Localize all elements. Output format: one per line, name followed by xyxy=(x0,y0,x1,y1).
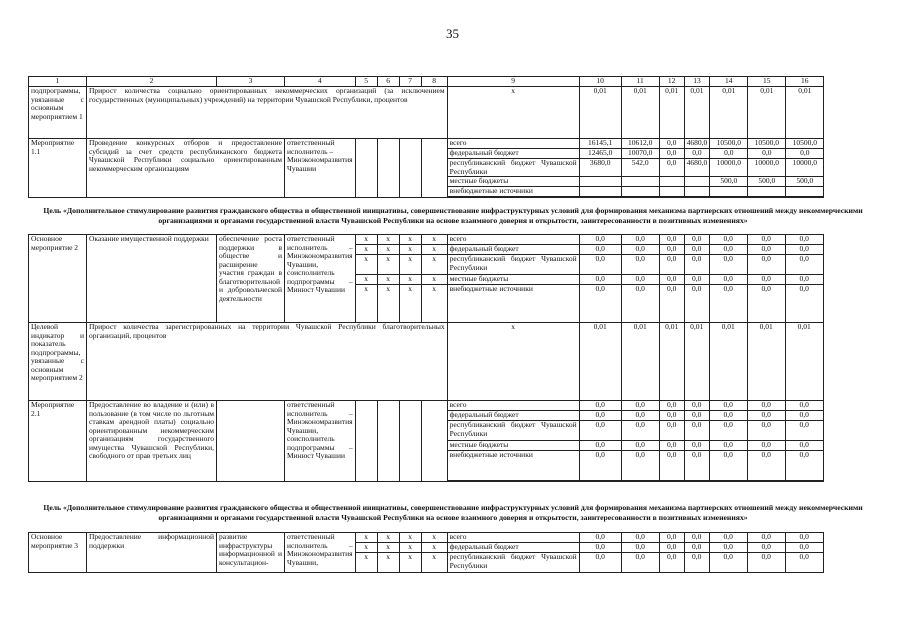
indicator-x: x xyxy=(447,87,579,139)
main-measure-3-row xyxy=(29,533,824,543)
indicator-value: 0,01 xyxy=(785,323,823,401)
indicator-value: 0,01 xyxy=(786,87,824,139)
amount: 0,0 xyxy=(621,421,659,441)
amount: 500,0 xyxy=(710,177,748,187)
col-number: 16 xyxy=(786,77,824,87)
amount: 0,0 xyxy=(684,285,709,323)
goal-heading-2: Цель «Дополнительное стимулирование развития гражданского общества и общественной инициативы, совершенствование инфраструктурных условий для формирования механизма партнерских отношений между некоммерческими организациями и органами государственной власти Чувашской Республики на основе взаимного доверия и открытости, заинтересованности в позитивных изменениях» xyxy=(43,503,863,522)
x-mark: x xyxy=(399,543,421,553)
amount: 0,0 xyxy=(709,451,747,481)
amount: 0,0 xyxy=(785,285,823,323)
source-label: федеральный бюджет xyxy=(447,149,579,159)
x-mark: x xyxy=(421,275,447,285)
x-mark: x xyxy=(377,533,399,543)
x-mark: x xyxy=(399,533,421,543)
amount: 0,0 xyxy=(579,245,621,255)
indicator-2-row xyxy=(29,323,824,401)
amount xyxy=(684,177,710,187)
measure-responsible: ответственный исполнитель – Минэкономразвития Чувашии xyxy=(285,139,356,198)
measure-label: Мероприятие 1.1 xyxy=(29,139,87,198)
amount: 10000,0 xyxy=(710,159,748,177)
amount: 0,0 xyxy=(579,285,621,323)
amount: 0,0 xyxy=(579,275,621,285)
amount: 0,0 xyxy=(659,139,684,149)
x-mark: x xyxy=(355,285,377,323)
x-mark: x xyxy=(421,245,447,255)
source-label: всего xyxy=(447,139,579,149)
amount: 0,0 xyxy=(621,401,659,411)
amount: 0,0 xyxy=(747,255,785,275)
x-mark: x xyxy=(399,235,421,245)
amount: 0,0 xyxy=(579,553,621,573)
source-label: всего xyxy=(447,235,579,245)
indicator-description: Прирост количества социально ориентированных некоммерческих организаций (за исключением государственных (муниципальных) учреждений) на территории Чувашской Республики, процентов xyxy=(87,87,448,139)
x-mark: x xyxy=(355,543,377,553)
amount: 0,0 xyxy=(621,553,659,573)
measure-1-1-row xyxy=(29,139,824,149)
amount: 10500,0 xyxy=(748,139,786,149)
source-label: внебюджетные источники xyxy=(447,285,579,323)
x-mark: x xyxy=(377,275,399,285)
indicator-value: 0,01 xyxy=(621,323,659,401)
indicator-label: Целевой индикатор и показатель подпрограммы, увязанные с основным мероприятием 2 xyxy=(29,323,87,401)
amount: 10612,0 xyxy=(621,139,659,149)
amount: 0,0 xyxy=(579,441,621,451)
col-number: 12 xyxy=(659,77,684,87)
col-number: 9 xyxy=(447,77,579,87)
amount: 0,0 xyxy=(684,411,709,421)
measure-description: Оказание имущественной поддержки xyxy=(87,235,217,323)
source-label: федеральный бюджет xyxy=(447,543,579,553)
amount: 0,0 xyxy=(659,411,684,421)
x-mark: x xyxy=(355,245,377,255)
x-mark: x xyxy=(399,245,421,255)
amount: 0,0 xyxy=(684,255,709,275)
amount: 0,0 xyxy=(747,235,785,245)
amount: 0,0 xyxy=(659,255,684,275)
indicator-x: x xyxy=(447,323,579,401)
x-mark: x xyxy=(355,533,377,543)
amount: 0,0 xyxy=(709,235,747,245)
x-mark: x xyxy=(377,245,399,255)
x-mark: x xyxy=(399,285,421,323)
x-mark: x xyxy=(399,275,421,285)
amount: 0,0 xyxy=(621,543,659,553)
funding-table-part-3 xyxy=(28,532,824,573)
amount: 0,0 xyxy=(709,441,747,451)
col-number: 5 xyxy=(355,77,377,87)
amount: 0,0 xyxy=(579,411,621,421)
amount: 0,0 xyxy=(785,421,823,441)
amount: 0,0 xyxy=(684,149,710,159)
amount: 0,0 xyxy=(709,255,747,275)
amount: 0,0 xyxy=(747,275,785,285)
amount: 0,0 xyxy=(709,411,747,421)
x-mark: x xyxy=(355,553,377,573)
amount xyxy=(579,177,621,187)
measure-label: Основное мероприятие 2 xyxy=(29,235,87,323)
source-label: федеральный бюджет xyxy=(447,245,579,255)
amount: 0,0 xyxy=(748,149,786,159)
amount: 0,0 xyxy=(579,255,621,275)
amount: 0,0 xyxy=(684,451,709,481)
amount: 0,0 xyxy=(785,533,823,543)
amount: 0,0 xyxy=(659,245,684,255)
amount: 12465,0 xyxy=(579,149,621,159)
indicator-value: 0,01 xyxy=(684,323,709,401)
col-number: 11 xyxy=(621,77,659,87)
source-label: федеральный бюджет xyxy=(447,411,579,421)
amount: 0,0 xyxy=(621,441,659,451)
source-label: республиканский бюджет Чувашской Республики xyxy=(447,421,579,441)
amount: 0,0 xyxy=(710,149,748,159)
funding-table-part-2 xyxy=(28,234,824,482)
amount: 0,0 xyxy=(785,451,823,481)
amount: 0,0 xyxy=(747,421,785,441)
source-label: местные бюджеты xyxy=(447,177,579,187)
amount: 3680,0 xyxy=(579,159,621,177)
amount: 0,0 xyxy=(709,245,747,255)
measure-label: Мероприятие 2.1 xyxy=(29,401,87,482)
x-mark: x xyxy=(377,553,399,573)
amount: 10070,0 xyxy=(621,149,659,159)
measure-responsible: ответственный исполнитель – Минэкономразвития Чувашии, соисполнитель подпрограммы – Минюст Чувашии xyxy=(285,235,356,323)
amount: 0,0 xyxy=(659,421,684,441)
amount: 0,0 xyxy=(785,441,823,451)
col-number: 14 xyxy=(710,77,748,87)
amount: 0,0 xyxy=(621,245,659,255)
indicator-value: 0,01 xyxy=(710,87,748,139)
x-mark: x xyxy=(421,553,447,573)
indicator-value: 0,01 xyxy=(709,323,747,401)
indicator-value: 0,01 xyxy=(659,323,684,401)
amount: 0,0 xyxy=(684,441,709,451)
amount: 0,0 xyxy=(621,235,659,245)
page-number: 35 xyxy=(446,26,459,41)
amount: 500,0 xyxy=(748,177,786,187)
amount: 0,0 xyxy=(579,235,621,245)
amount: 0,0 xyxy=(709,401,747,411)
amount: 0,0 xyxy=(684,235,709,245)
amount: 0,0 xyxy=(659,285,684,323)
indicator-value: 0,01 xyxy=(747,323,785,401)
amount: 10500,0 xyxy=(786,139,824,149)
amount: 0,0 xyxy=(709,533,747,543)
col-number: 10 xyxy=(579,77,621,87)
amount: 0,0 xyxy=(709,543,747,553)
amount xyxy=(621,177,659,187)
main-measure-2-row xyxy=(29,235,824,245)
x-mark: x xyxy=(421,255,447,275)
amount: 0,0 xyxy=(579,533,621,543)
amount: 10500,0 xyxy=(710,139,748,149)
amount: 0,0 xyxy=(579,401,621,411)
amount: 0,0 xyxy=(747,553,785,573)
col-number: 1 xyxy=(29,77,87,87)
source-label: внебюджетные источники xyxy=(447,187,579,197)
amount: 0,0 xyxy=(659,149,684,159)
col-number: 4 xyxy=(285,77,356,87)
amount: 0,0 xyxy=(785,255,823,275)
amount: 0,0 xyxy=(684,533,709,543)
measure-2-1-row xyxy=(29,401,824,411)
amount: 0,0 xyxy=(621,275,659,285)
amount: 0,0 xyxy=(785,553,823,573)
amount: 0,0 xyxy=(684,401,709,411)
x-mark: x xyxy=(421,543,447,553)
funding-table-part-1 xyxy=(28,76,824,198)
goal-heading: Цель «Дополнительное стимулирование развития гражданского общества и общественной инициативы, совершенствование инфраструктурных условий для формирования механизма партнерских отношений между некоммерческими организациями и органами государственной власти Чувашской Республики на основе взаимного доверия и открытости, заинтересованности в позитивных изменениях» xyxy=(43,206,863,225)
amount: 0,0 xyxy=(785,543,823,553)
x-mark: x xyxy=(377,543,399,553)
amount: 0,0 xyxy=(785,401,823,411)
column-numbers-row xyxy=(29,77,824,87)
amount: 0,0 xyxy=(579,451,621,481)
amount: 0,0 xyxy=(621,451,659,481)
measure-description: Предоставление во владение и (или) в пользование (в том числе по льготным ставкам арендной платы) социально ориентированным некоммерческим организациям государственного имущества Чувашской Республики, свободного от прав третьих лиц xyxy=(87,401,217,482)
amount: 0,0 xyxy=(621,285,659,323)
amount: 0,0 xyxy=(747,245,785,255)
amount: 0,0 xyxy=(579,421,621,441)
amount: 0,0 xyxy=(709,553,747,573)
source-label: республиканский бюджет Чувашской Республики xyxy=(447,553,579,573)
col-number: 15 xyxy=(748,77,786,87)
amount: 0,0 xyxy=(747,285,785,323)
amount: 0,0 xyxy=(684,245,709,255)
amount: 0,0 xyxy=(659,441,684,451)
x-mark: x xyxy=(355,255,377,275)
col-number: 6 xyxy=(377,77,399,87)
indicator-label: подпрограммы, увязанные с основным мероприятием 1 xyxy=(29,87,87,139)
x-mark: x xyxy=(421,235,447,245)
amount: 0,0 xyxy=(747,411,785,421)
x-mark: x xyxy=(377,255,399,275)
amount: 0,0 xyxy=(579,543,621,553)
indicator-value: 0,01 xyxy=(748,87,786,139)
amount: 0,0 xyxy=(659,401,684,411)
source-label: местные бюджеты xyxy=(447,441,579,451)
source-label: республиканский бюджет Чувашской Республики xyxy=(447,159,579,177)
amount: 0,0 xyxy=(659,533,684,543)
measure-responsible: ответственный исполнитель – Минэкономразвития Чувашии, соисполнитель подпрограммы – Минюст Чувашии xyxy=(285,401,356,482)
amount: 10000,0 xyxy=(786,159,824,177)
measure-label: Основное мероприятие 3 xyxy=(29,533,87,573)
amount: 0,0 xyxy=(684,275,709,285)
source-label: внебюджетные источники xyxy=(447,451,579,481)
amount: 10000,0 xyxy=(748,159,786,177)
amount: 0,0 xyxy=(659,543,684,553)
indicator-value: 0,01 xyxy=(684,87,710,139)
amount: 542,0 xyxy=(621,159,659,177)
x-mark: x xyxy=(399,553,421,573)
source-label: всего xyxy=(447,533,579,543)
amount xyxy=(659,177,684,187)
amount: 0,0 xyxy=(747,543,785,553)
source-label: местные бюджеты xyxy=(447,275,579,285)
indicator-1-row xyxy=(29,87,824,139)
amount: 0,0 xyxy=(659,159,684,177)
amount: 0,0 xyxy=(709,421,747,441)
x-mark: x xyxy=(355,235,377,245)
x-mark: x xyxy=(377,285,399,323)
amount: 0,0 xyxy=(747,441,785,451)
amount: 500,0 xyxy=(786,177,824,187)
measure-responsible: ответственный исполнитель – Минэкономразвития Чувашии, xyxy=(285,533,356,573)
amount: 0,0 xyxy=(684,421,709,441)
x-mark: x xyxy=(421,285,447,323)
amount: 0,0 xyxy=(709,285,747,323)
amount: 0,0 xyxy=(621,255,659,275)
col-number: 2 xyxy=(87,77,217,87)
col-number: 8 xyxy=(421,77,447,87)
source-label: всего xyxy=(447,401,579,411)
indicator-value: 0,01 xyxy=(659,87,684,139)
amount: 0,0 xyxy=(785,275,823,285)
amount: 0,0 xyxy=(659,553,684,573)
indicator-value: 0,01 xyxy=(621,87,659,139)
col-number: 7 xyxy=(399,77,421,87)
amount: 0,0 xyxy=(747,533,785,543)
amount: 0,0 xyxy=(785,411,823,421)
x-mark: x xyxy=(355,275,377,285)
amount: 4680,0 xyxy=(684,159,710,177)
amount: 0,0 xyxy=(786,149,824,159)
x-mark: x xyxy=(421,533,447,543)
amount: 0,0 xyxy=(747,451,785,481)
amount: 0,0 xyxy=(659,275,684,285)
indicator-value: 0,01 xyxy=(579,87,621,139)
amount: 0,0 xyxy=(684,553,709,573)
amount: 0,0 xyxy=(621,533,659,543)
amount: 0,0 xyxy=(659,235,684,245)
col-number: 3 xyxy=(217,77,285,87)
amount: 16145,1 xyxy=(579,139,621,149)
amount: 0,0 xyxy=(659,451,684,481)
source-label: республиканский бюджет Чувашской Республики xyxy=(447,255,579,275)
measure-description: Проведение конкурсных отборов и предоставление субсидий за счет средств республиканского бюджета Чувашской Республики социально ориентированным некоммерческим организациям xyxy=(87,139,285,198)
amount: 0,0 xyxy=(785,235,823,245)
col-number: 13 xyxy=(684,77,710,87)
x-mark: x xyxy=(377,235,399,245)
amount: 0,0 xyxy=(785,245,823,255)
amount: 0,0 xyxy=(684,543,709,553)
amount: 4680,0 xyxy=(684,139,710,149)
amount: 0,0 xyxy=(709,275,747,285)
measure-purpose: развитие инфраструктуры информационной и консультацион- xyxy=(217,533,285,573)
amount: 0,0 xyxy=(747,401,785,411)
x-mark: x xyxy=(399,255,421,275)
amount: 0,0 xyxy=(621,411,659,421)
measure-purpose: обеспечение роста поддержки в обществе и расширение участия граждан в благотворительной и добровольческой деятельности xyxy=(217,235,285,323)
measure-description: Предоставление информационной поддержки xyxy=(87,533,217,573)
indicator-value: 0,01 xyxy=(579,323,621,401)
indicator-description: Прирост количества зарегистрированных на территории Чувашской Республики благотворительных организаций, процентов xyxy=(87,323,448,401)
